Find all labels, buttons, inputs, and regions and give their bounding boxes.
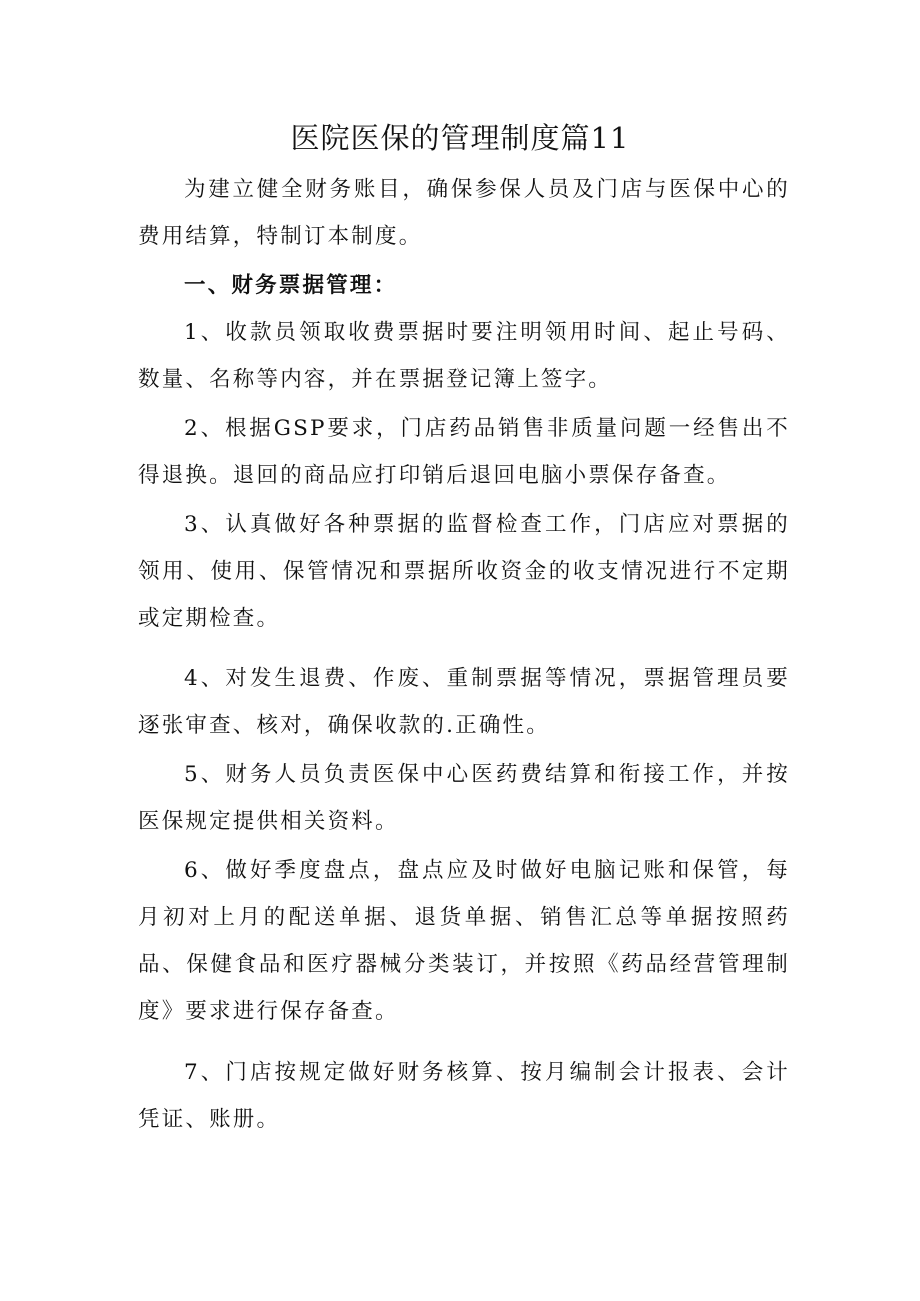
intro-paragraph: 为建立健全财务账目，确保参保人员及门店与医保中心的费用结算，特制订本制度。 xyxy=(138,177,790,249)
list-item: 1、收款员领取收费票据时要注明领用时间、起止号码、数量、名称等内容，并在票据登记簿上签字。 xyxy=(138,320,790,392)
list-item: 6、做好季度盘点，盘点应及时做好电脑记账和保管，每月初对上月的配送单据、退货单据、销售汇总等单据按照药品、保健食品和医疗器械分类装订，并按照《药品经营管理制度》要求进行保存备查。 xyxy=(138,858,790,1024)
list-item: 5、财务人员负责医保中心医药费结算和衔接工作，并按医保规定提供相关资料。 xyxy=(138,762,790,834)
list-item: 2、根据GSP要求，门店药品销售非质量问题一经售出不得退换。退回的商品应打印销后退回电脑小票保存备查。 xyxy=(138,416,790,488)
list-item: 4、对发生退费、作废、重制票据等情况，票据管理员要逐张审查、核对，确保收款的.正确性。 xyxy=(138,666,790,738)
list-item: 3、认真做好各种票据的监督检查工作，门店应对票据的领用、使用、保管情况和票据所收资金的收支情况进行不定期或定期检查。 xyxy=(138,512,790,631)
page-title: 医院医保的管理制度篇11 xyxy=(290,121,630,155)
section-heading: 一、财务票据管理： xyxy=(184,273,398,298)
list-item: 7、门店按规定做好财务核算、按月编制会计报表、会计凭证、账册。 xyxy=(138,1060,790,1132)
